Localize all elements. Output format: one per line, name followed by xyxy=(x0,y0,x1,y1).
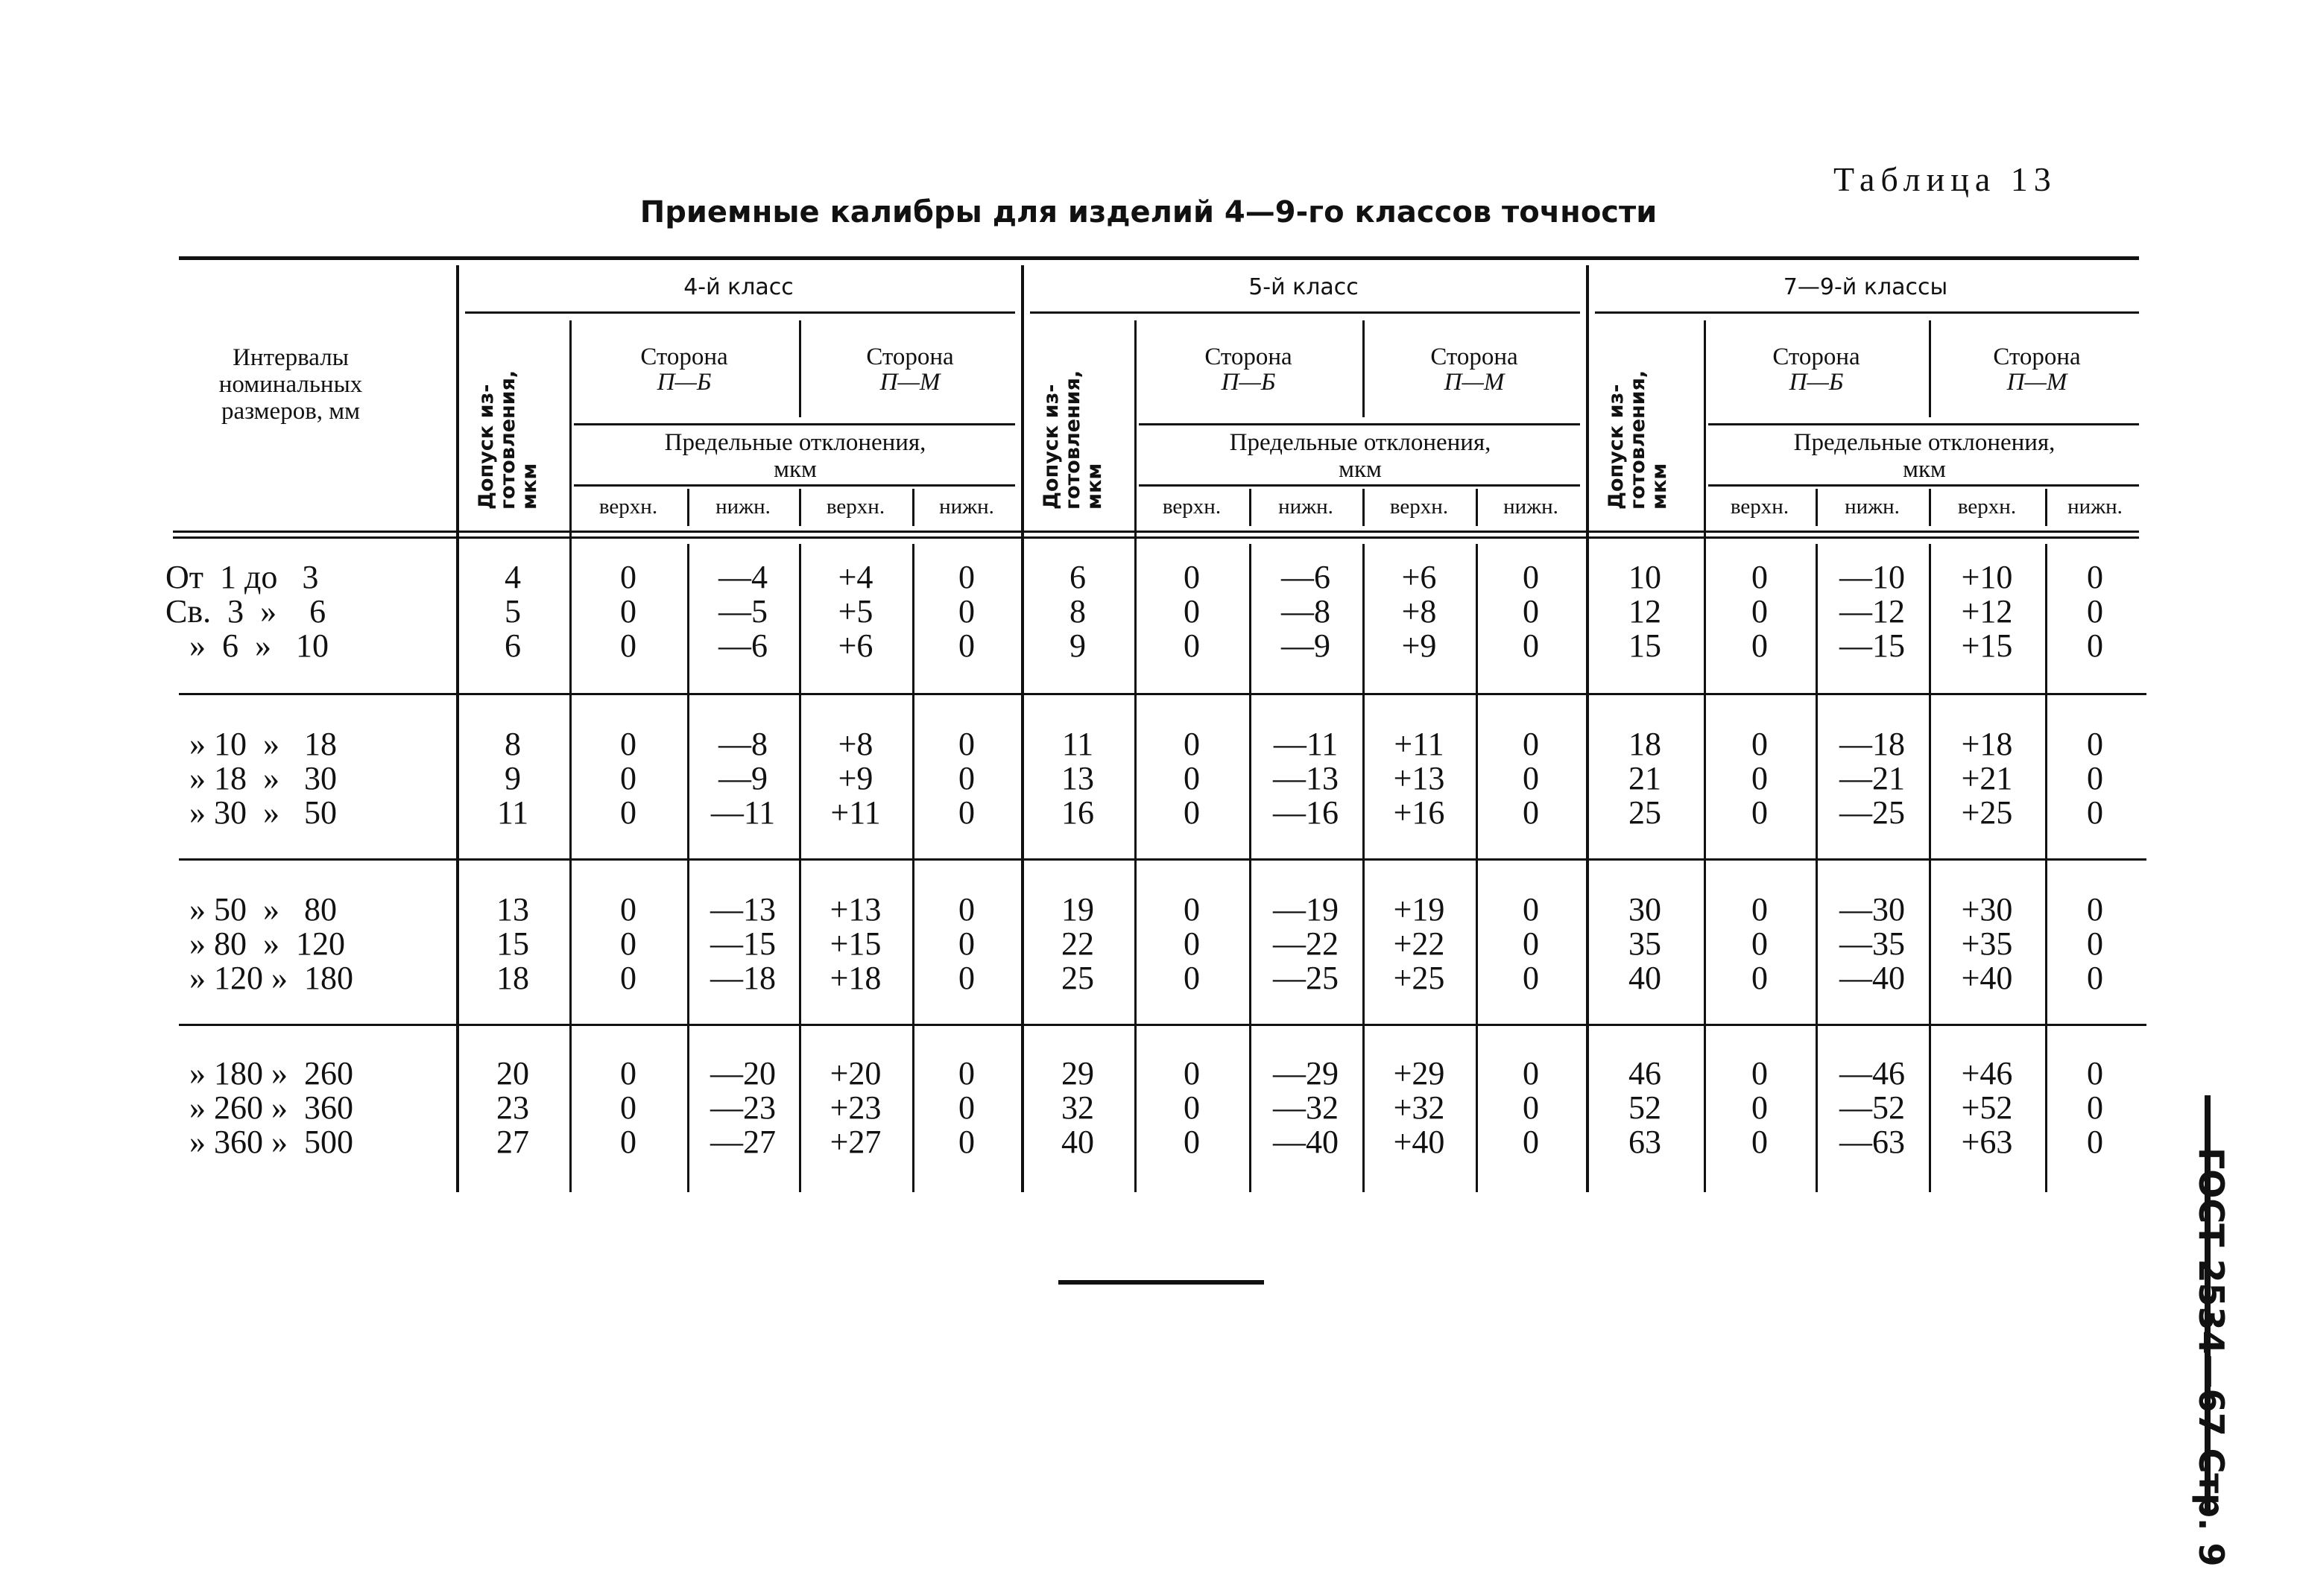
intervals-header: Интервалы номинальных размеров, мм xyxy=(218,344,363,425)
table-cell: —10 xyxy=(1839,559,1905,595)
interval-label: » 18 » 30 xyxy=(189,760,337,797)
side-rule xyxy=(1139,423,1580,425)
sub-divider xyxy=(1816,489,1818,526)
table-cell: 0 xyxy=(958,559,975,595)
interval-label: » 50 » 80 xyxy=(189,891,337,928)
sub-divider xyxy=(912,489,914,526)
table-cell: 0 xyxy=(2087,726,2103,762)
table-cell: 0 xyxy=(2087,891,2103,928)
table-cell: 10 xyxy=(1628,559,1661,595)
upper-header: верхн. xyxy=(1730,495,1789,519)
table-cell: —8 xyxy=(718,726,768,762)
table-cell: —5 xyxy=(718,593,768,630)
table-cell: 22 xyxy=(1061,925,1094,962)
table-cell: +15 xyxy=(830,925,882,962)
table-cell: 0 xyxy=(1523,627,1539,664)
table-cell: +52 xyxy=(1961,1089,2013,1126)
limits-rule xyxy=(574,484,1015,487)
table-cell: 52 xyxy=(1628,1089,1661,1126)
interval-label: » 6 » 10 xyxy=(189,627,329,664)
table-cell: 19 xyxy=(1061,891,1094,928)
side-pb-label: Сторона xyxy=(1772,343,1860,370)
table-cell: 0 xyxy=(2087,794,2103,831)
table-cell: 8 xyxy=(505,726,521,762)
table-cell: 13 xyxy=(1061,760,1094,797)
table-cell: 0 xyxy=(1523,925,1539,962)
table-cell: 0 xyxy=(620,1089,636,1126)
table-cell: 0 xyxy=(1523,891,1539,928)
table-cell: 0 xyxy=(620,1055,636,1092)
limits-unit: мкм xyxy=(774,456,817,483)
table-header-bottom-rule-2 xyxy=(173,536,2139,539)
table-cell: —20 xyxy=(710,1055,776,1092)
page-title: Приемные калибры для изделий 4—9-го классов точности xyxy=(639,195,1658,229)
table-cell: —9 xyxy=(718,760,768,797)
table-cell: 25 xyxy=(1061,960,1094,996)
table-cell: +40 xyxy=(1961,960,2013,996)
table-cell: 32 xyxy=(1061,1089,1094,1126)
table-cell: 0 xyxy=(958,1089,975,1126)
table-cell: 0 xyxy=(1751,760,1768,797)
table-cell: +30 xyxy=(1961,891,2013,928)
table-cell: +13 xyxy=(1393,760,1445,797)
table-cell: 0 xyxy=(958,1055,975,1092)
side-pb-symbol: П—Б xyxy=(657,369,712,396)
table-cell: 9 xyxy=(505,760,521,797)
side-pm-header xyxy=(799,344,1021,395)
group-rule-1 xyxy=(179,693,2146,695)
table-cell: 0 xyxy=(620,960,636,996)
table-cell: 0 xyxy=(2087,559,2103,595)
side-pm-label: Сторона xyxy=(866,343,954,370)
side-pb-header xyxy=(1134,344,1362,395)
table-cell: 0 xyxy=(1523,760,1539,797)
sub-divider xyxy=(687,489,689,526)
table-cell: 35 xyxy=(1628,925,1661,962)
table-cell: 23 xyxy=(496,1089,529,1126)
table-cell: +32 xyxy=(1393,1089,1445,1126)
table-cell: 0 xyxy=(1184,1124,1200,1160)
table-cell: +4 xyxy=(838,559,873,595)
table-cell: 40 xyxy=(1061,1124,1094,1160)
table-cell: 0 xyxy=(958,760,975,797)
table-cell: 0 xyxy=(1523,559,1539,595)
table-cell: 15 xyxy=(496,925,529,962)
class-header: 4-й класс xyxy=(683,274,794,300)
table-cell: 0 xyxy=(958,593,975,630)
table-cell: 18 xyxy=(1628,726,1661,762)
table-cell: —63 xyxy=(1839,1124,1905,1160)
table-cell: +20 xyxy=(830,1055,882,1092)
table-cell: —8 xyxy=(1281,593,1330,630)
table-cell: 0 xyxy=(620,925,636,962)
table-cell: 11 xyxy=(496,794,529,831)
table-cell: 0 xyxy=(1751,960,1768,996)
table-cell: —15 xyxy=(1839,627,1905,664)
table-cell: 12 xyxy=(1628,593,1661,630)
table-cell: 30 xyxy=(1628,891,1661,928)
table-cell: 0 xyxy=(2087,1124,2103,1160)
table-cell: +15 xyxy=(1961,627,2013,664)
table-cell: 0 xyxy=(1523,593,1539,630)
table-cell: —30 xyxy=(1839,891,1905,928)
table-cell: 0 xyxy=(1184,794,1200,831)
table-cell: —19 xyxy=(1273,891,1339,928)
upper-header: верхн. xyxy=(598,495,658,519)
table-cell: 0 xyxy=(1523,794,1539,831)
table-cell: 0 xyxy=(1184,925,1200,962)
table-cell: 0 xyxy=(1751,794,1768,831)
table-cell: +8 xyxy=(838,726,873,762)
tolerance-header: Допуск из- готовления, мкм xyxy=(1040,370,1106,510)
table-cell: 9 xyxy=(1069,627,1086,664)
side-pb-header xyxy=(569,344,799,395)
sub-divider xyxy=(1362,489,1365,526)
table-cell: —12 xyxy=(1839,593,1905,630)
class-header-rule xyxy=(1595,311,2139,314)
table-cell: 0 xyxy=(1184,891,1200,928)
table-cell: 0 xyxy=(1184,559,1200,595)
table-cell: —22 xyxy=(1273,925,1339,962)
table-cell: —9 xyxy=(1281,627,1330,664)
table-cell: —52 xyxy=(1839,1089,1905,1126)
table-cell: 20 xyxy=(496,1055,529,1092)
table-cell: —40 xyxy=(1839,960,1905,996)
table-cell: 63 xyxy=(1628,1124,1661,1160)
table-cell: —35 xyxy=(1839,925,1905,962)
group-rule-3 xyxy=(179,1024,2146,1026)
interval-label: » 120 » 180 xyxy=(189,960,353,996)
table-cell: 0 xyxy=(1523,726,1539,762)
table-cell: —40 xyxy=(1273,1124,1339,1160)
table-cell: —16 xyxy=(1273,794,1339,831)
table-cell: +18 xyxy=(1961,726,2013,762)
lower-header: нижн. xyxy=(715,495,771,519)
lower-header: нижн. xyxy=(1503,495,1558,519)
table-cell: +29 xyxy=(1393,1055,1445,1092)
side-pb-label: Сторона xyxy=(1204,343,1292,370)
table-cell: 15 xyxy=(1628,627,1661,664)
table-cell: 0 xyxy=(958,1124,975,1160)
interval-label: » 260 » 360 xyxy=(189,1089,353,1126)
table-cell: 0 xyxy=(1523,1089,1539,1126)
table-cell: —29 xyxy=(1273,1055,1339,1092)
sub-divider xyxy=(1249,489,1251,526)
table-cell: 0 xyxy=(1751,559,1768,595)
table-cell: 0 xyxy=(2087,593,2103,630)
table-cell: 0 xyxy=(1184,1089,1200,1126)
table-cell: —32 xyxy=(1273,1089,1339,1126)
table-cell: 0 xyxy=(958,960,975,996)
table-cell: 40 xyxy=(1628,960,1661,996)
table-cell: 18 xyxy=(496,960,529,996)
table-cell: 0 xyxy=(1751,593,1768,630)
table-cell: 0 xyxy=(1184,627,1200,664)
table-cell: —13 xyxy=(710,891,776,928)
table-cell: +46 xyxy=(1961,1055,2013,1092)
side-pm-symbol: П—М xyxy=(1444,369,1505,396)
table-cell: —6 xyxy=(1281,559,1330,595)
side-pm-header xyxy=(1929,344,2145,395)
table-cell: +10 xyxy=(1961,559,2013,595)
table-cell: +25 xyxy=(1393,960,1445,996)
tolerance-header: Допуск из- готовления, мкм xyxy=(1605,370,1671,510)
side-divider xyxy=(1929,320,1931,417)
interval-label: » 360 » 500 xyxy=(189,1124,353,1160)
table-cell: +8 xyxy=(1401,593,1437,630)
table-cell: 16 xyxy=(1061,794,1094,831)
table-cell: +22 xyxy=(1393,925,1445,962)
table-cell: 8 xyxy=(1069,593,1086,630)
upper-header: верхн. xyxy=(826,495,885,519)
table-cell: +63 xyxy=(1961,1124,2013,1160)
limits-rule xyxy=(1708,484,2139,487)
table-cell: —25 xyxy=(1839,794,1905,831)
table-cell: +9 xyxy=(1401,627,1437,664)
table-cell: +21 xyxy=(1961,760,2013,797)
table-cell: 0 xyxy=(620,593,636,630)
table-cell: 0 xyxy=(1751,891,1768,928)
table-cell: 0 xyxy=(2087,1055,2103,1092)
table-cell: —15 xyxy=(710,925,776,962)
table-cell: 0 xyxy=(1184,1055,1200,1092)
sub-divider xyxy=(1476,489,1478,526)
limits-unit: мкм xyxy=(1903,456,1946,483)
table-cell: —46 xyxy=(1839,1055,1905,1092)
table-cell: 0 xyxy=(1751,726,1768,762)
table-cell: 0 xyxy=(1751,1124,1768,1160)
table-cell: 0 xyxy=(1184,960,1200,996)
sub-divider xyxy=(1929,489,1931,526)
table-cell: 0 xyxy=(2087,760,2103,797)
table-cell: —6 xyxy=(718,627,768,664)
table-cell: +25 xyxy=(1961,794,2013,831)
side-rule xyxy=(574,423,1015,425)
table-cell: 13 xyxy=(496,891,529,928)
table-cell: —11 xyxy=(1273,726,1339,762)
table-cell: 0 xyxy=(1523,1055,1539,1092)
table-cell: +18 xyxy=(830,960,882,996)
side-pb-symbol: П—Б xyxy=(1789,369,1844,396)
table-cell: 0 xyxy=(1523,960,1539,996)
interval-label: Св. 3 » 6 xyxy=(165,593,326,630)
table-cell: 0 xyxy=(620,891,636,928)
table-cell: +12 xyxy=(1961,593,2013,630)
table-cell: +35 xyxy=(1961,925,2013,962)
table-cell: 0 xyxy=(1751,1089,1768,1126)
sub-divider xyxy=(2045,489,2047,526)
table-cell: 21 xyxy=(1628,760,1661,797)
table-cell: 27 xyxy=(496,1124,529,1160)
tolerance-header: Допуск из- готовления, мкм xyxy=(475,370,541,510)
table-cell: 0 xyxy=(620,794,636,831)
table-cell: —4 xyxy=(718,559,768,595)
table-cell: 0 xyxy=(620,559,636,595)
table-cell: —23 xyxy=(710,1089,776,1126)
side-pb-label: Сторона xyxy=(640,343,728,370)
side-pb-symbol: П—Б xyxy=(1221,369,1276,396)
table-cell: +23 xyxy=(830,1089,882,1126)
table-cell: 0 xyxy=(2087,925,2103,962)
table-cell: +5 xyxy=(838,593,873,630)
table-label: Таблица 13 xyxy=(1833,160,2057,198)
side-pm-symbol: П—М xyxy=(2006,369,2067,396)
table-header-bottom-rule xyxy=(173,531,2139,533)
lower-header: нижн. xyxy=(1845,495,1900,519)
table-cell: +16 xyxy=(1393,794,1445,831)
table-cell: 0 xyxy=(1523,1124,1539,1160)
sub-divider xyxy=(799,489,801,526)
limits-header: Предельные отклонения, xyxy=(664,429,926,456)
table-cell: 5 xyxy=(505,593,521,630)
side-pb-header xyxy=(1704,344,1929,395)
table-cell: 11 xyxy=(1061,726,1094,762)
table-cell: +19 xyxy=(1393,891,1445,928)
table-cell: 0 xyxy=(620,760,636,797)
table-cell: 0 xyxy=(620,726,636,762)
table-cell: 0 xyxy=(620,627,636,664)
upper-header: верхн. xyxy=(1957,495,2017,519)
table-cell: 0 xyxy=(1751,627,1768,664)
group-rule-2 xyxy=(179,858,2146,861)
table-cell: —25 xyxy=(1273,960,1339,996)
table-cell: 25 xyxy=(1628,794,1661,831)
limits-rule xyxy=(1139,484,1580,487)
table-cell: +13 xyxy=(830,891,882,928)
table-cell: —18 xyxy=(1839,726,1905,762)
side-divider xyxy=(1362,320,1365,417)
interval-label: » 30 » 50 xyxy=(189,794,337,831)
table-cell: 0 xyxy=(1751,1055,1768,1092)
table-cell: 0 xyxy=(958,726,975,762)
limits-header: Предельные отклонения, xyxy=(1793,429,2056,456)
side-pm-label: Сторона xyxy=(1430,343,1518,370)
table-cell: 6 xyxy=(505,627,521,664)
table-cell: —21 xyxy=(1839,760,1905,797)
limits-header: Предельные отклонения, xyxy=(1229,429,1491,456)
side-pm-symbol: П—М xyxy=(879,369,941,396)
table-cell: —13 xyxy=(1273,760,1339,797)
table-cell: 0 xyxy=(2087,960,2103,996)
interval-label: От 1 до 3 xyxy=(165,559,319,595)
side-divider xyxy=(799,320,801,417)
lower-header: нижн. xyxy=(2067,495,2123,519)
interval-label: » 180 » 260 xyxy=(189,1055,353,1092)
table-cell: —11 xyxy=(710,794,776,831)
table-cell: +6 xyxy=(838,627,873,664)
table-cell: +40 xyxy=(1393,1124,1445,1160)
table-cell: 4 xyxy=(505,559,521,595)
upper-header: верхн. xyxy=(1389,495,1449,519)
class-header: 7—9-й классы xyxy=(1783,274,1948,300)
table-top-rule xyxy=(179,256,2139,260)
table-cell: 46 xyxy=(1628,1055,1661,1092)
table-cell: 0 xyxy=(2087,627,2103,664)
table-cell: —18 xyxy=(710,960,776,996)
table-cell: 0 xyxy=(1184,760,1200,797)
class-header-rule xyxy=(465,311,1015,314)
lower-header: нижн. xyxy=(1278,495,1333,519)
table-cell: +9 xyxy=(838,760,873,797)
table-cell: 0 xyxy=(1184,726,1200,762)
table-cell: +27 xyxy=(830,1124,882,1160)
side-pm-label: Сторона xyxy=(1993,343,2081,370)
side-pm-header xyxy=(1362,344,1586,395)
lower-header: нижн. xyxy=(939,495,994,519)
side-footer-text: ГОСТ 2534—67 Стр. 9 xyxy=(2191,1147,2231,1567)
interval-label: » 80 » 120 xyxy=(189,925,345,962)
upper-header: верхн. xyxy=(1162,495,1222,519)
table-cell: 29 xyxy=(1061,1055,1094,1092)
table-cell: —27 xyxy=(710,1124,776,1160)
table-cell: 0 xyxy=(958,925,975,962)
table-cell: 0 xyxy=(1751,925,1768,962)
side-rule xyxy=(1708,423,2139,425)
table-cell: 0 xyxy=(620,1124,636,1160)
class-header: 5-й класс xyxy=(1248,274,1359,300)
interval-label: » 10 » 18 xyxy=(189,726,337,762)
table-cell: 0 xyxy=(1184,593,1200,630)
table-cell: 6 xyxy=(1069,559,1086,595)
table-cell: +11 xyxy=(830,794,881,831)
table-cell: 0 xyxy=(958,891,975,928)
class-header-rule xyxy=(1030,311,1580,314)
table-cell: 0 xyxy=(958,794,975,831)
table-cell: 0 xyxy=(2087,1089,2103,1126)
table-cell: +11 xyxy=(1394,726,1444,762)
limits-unit: мкм xyxy=(1339,456,1382,483)
table-cell: +6 xyxy=(1401,559,1437,595)
table-cell: 0 xyxy=(958,627,975,664)
